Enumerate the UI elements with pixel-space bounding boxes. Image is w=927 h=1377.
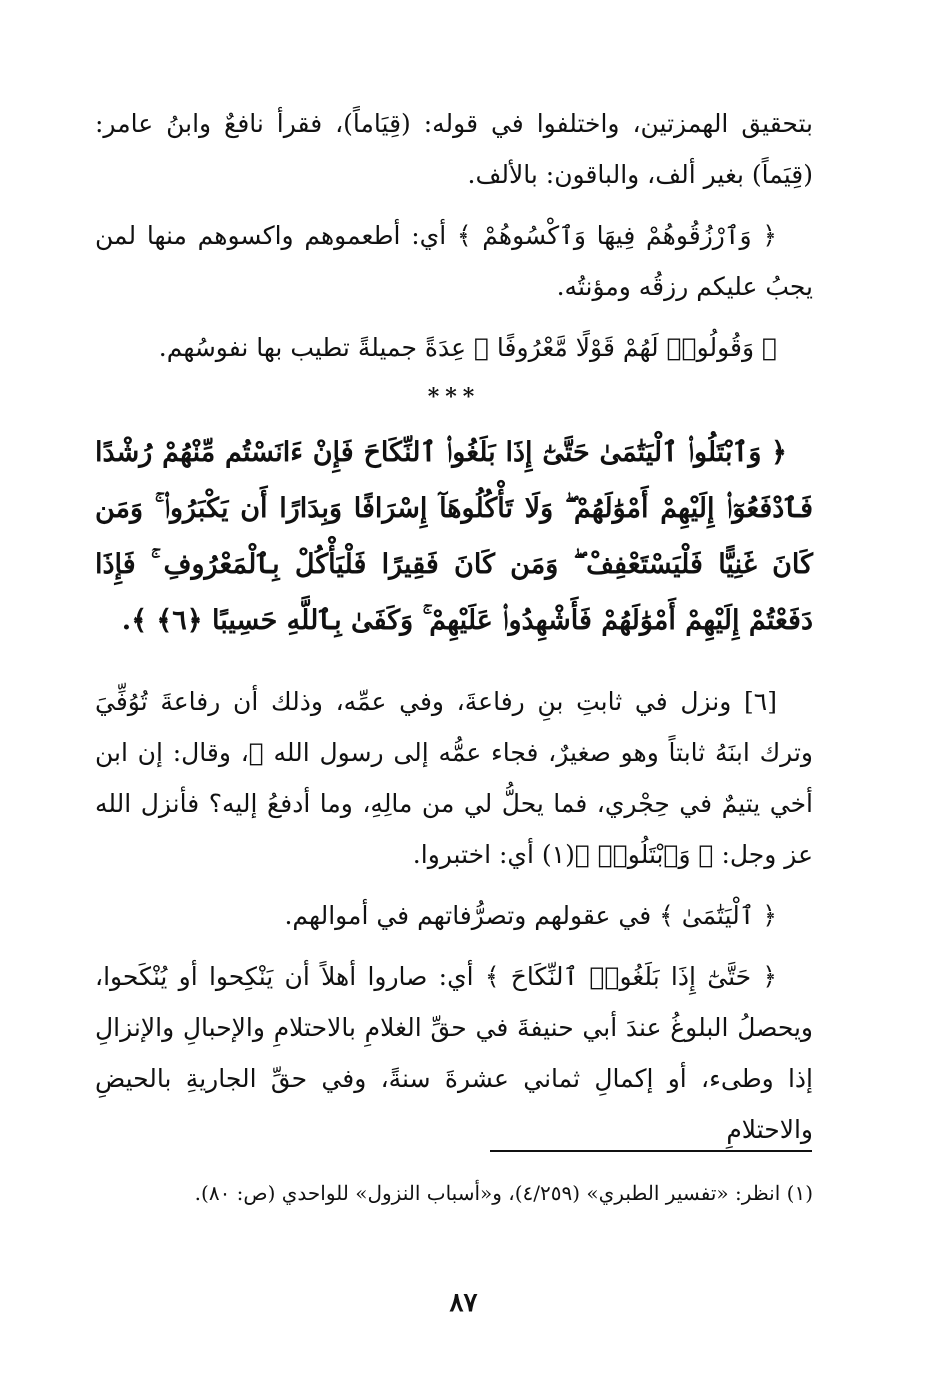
commentary-occasion: [٦] ونزل في ثابتِ بنِ رفاعةَ، وفي عمِّه، وذلك أن رفاعةَ تُوُفِّيَ وترك ابنَهُ ثابتاً وهو صغيرٌ، فجاء عمُّه إلى رسول الله ﷺ، وقال: إن ابن أخي يتيمٌ في حِجْري، فما يحلُّ لي من مالِهِ، وما أدفعُ إليه؟ فأنزل الله عز وجل: ﴿ وَٱبْتَلُوا۟ ﴾(١) أي: اختبروا. — [95, 687, 813, 869]
commentary-puberty: ﴿ حَتَّىٰٓ إِذَا بَلَغُوا۟ ٱلنِّكَاحَ ﴾ أي: صاروا أهلاً أن يَنْكِحوا أو يُنْكَحوا، ويحصلُ البلوغُ عندَ أبي حنيفةَ في حقِّ الغلامِ بالاحتلامِ والإحبالِ والإنزالِ إذا وطىء، أو إكمالِ ثماني عشرةَ سنةً، وفي حقِّ الجاريةِ بالحيضِ والاحتلامِ — [95, 962, 813, 1144]
paragraph-readings: بتحقيق الهمزتين، واختلفوا في قوله: (قِيَاماً)، فقرأ نافعٌ وابنُ عامر: (قِيَماً) بغير ألف، والباقون: بالألف. — [95, 109, 813, 189]
footnote-divider — [490, 1150, 812, 1152]
section-separator: *** — [427, 384, 481, 410]
paragraph-clothe-them: ﴿ وَٱرْزُقُوهُمْ فِيهَا وَٱكْسُوهُمْ ﴾ أي: أطعموهم واكسوهم منها لمن يجبُ عليكم رزقُه ومؤنتُه. — [95, 221, 813, 301]
commentary-orphans: ﴿ ٱلْيَتَٰمَىٰ ﴾ في عقولهم وتصرُّفاتهم في أموالهم. — [284, 901, 777, 930]
page-body — [95, 98, 813, 1155]
footnote: (١) انظر: «تفسير الطبري» (٤/٢٥٩)، و«أسباب النزول» للواحدي (ص: ٨٠). — [194, 1181, 813, 1205]
paragraph-kind-words: ﴿ وَقُولُوا۟ لَهُمْ قَوْلًا مَّعْرُوفًا ﴾ عِدَةً جميلةً تطيب بها نفوسُهم. — [158, 333, 777, 362]
page-number: ٨٧ — [449, 1288, 478, 1318]
quran-verse-6: ﴿ وَٱبْتَلُوا۟ ٱلْيَتَٰمَىٰ حَتَّىٰٓ إِذَا بَلَغُوا۟ ٱلنِّكَاحَ فَإِنْ ءَانَسْتُم مِّنْهُمْ رُشْدًا فَٱدْفَعُوٓا۟ إِلَيْهِمْ أَمْوَٰلَهُمْ ۖ وَلَا تَأْكُلُوهَآ إِسْرَافًا وَبِدَارًا أَن يَكْبَرُوا۟ ۚ وَمَن كَانَ غَنِيًّا فَلْيَسْتَعْفِفْ ۖ وَمَن كَانَ فَقِيرًا فَلْيَأْكُلْ بِٱلْمَعْرُوفِ ۚ فَإِذَا دَفَعْتُمْ إِلَيْهِمْ أَمْوَٰلَهُمْ فَأَشْهِدُوا۟ عَلَيْهِمْ ۚ وَكَفَىٰ بِٱللَّهِ حَسِيبًا ﴿٦﴾ ﴾. — [95, 437, 813, 636]
